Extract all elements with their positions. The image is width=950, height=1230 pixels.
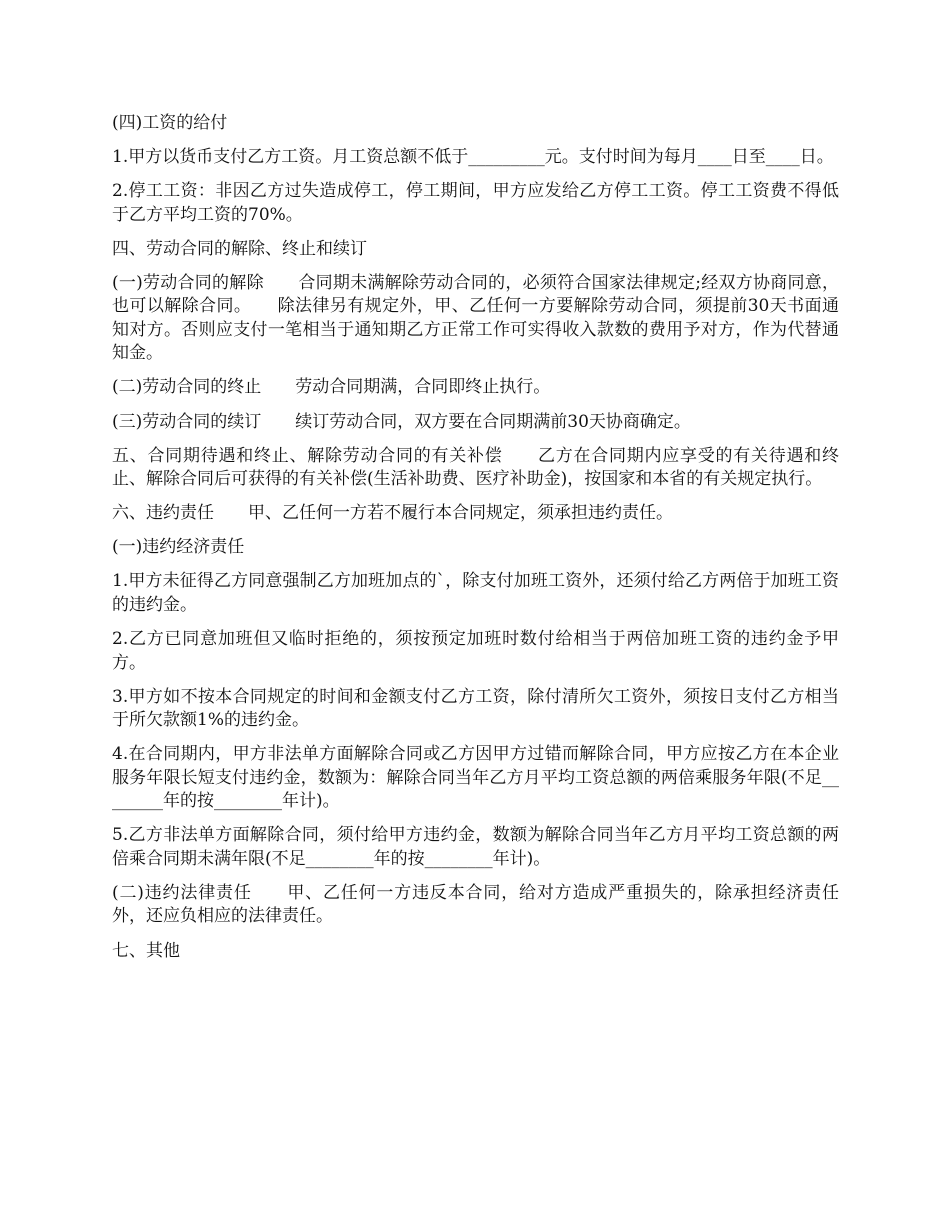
section-heading-liability: 六、违约责任 甲、乙任何一方若不履行本合同规定，须承担违约责任。	[112, 503, 673, 524]
section-heading-wage-payment: (四)工资的给付	[112, 113, 228, 133]
clause-wage-amount: 1.甲方以货币支付乙方工资。月工资总额不低于_________元。支付时间为每月____日至____日。	[112, 147, 834, 168]
clause-contract-termination: (二)劳动合同的终止 劳动合同期满，合同即终止执行。	[112, 377, 551, 398]
clause-stoppage-wage: 2.停工工资：非因乙方过失造成停工，停工期间，甲方应发给乙方停工工资。停工工资费不得低于乙方平均工资的70%。	[112, 181, 839, 225]
document-page	[112, 112, 839, 974]
subsection-heading-legal-liability: (二)违约法律责任 甲、乙任何一方违反本合同，给对方造成严重损失的，除承担经济责任外，还应负相应的法律责任。	[112, 882, 839, 927]
section-heading-compensation: 五、合同期待遇和终止、解除劳动合同的有关补偿 乙方在合同期内应享受的有关待遇和终止、解除合同后可获得的有关补偿(生活补助费、医疗补助金)，按国家和本省的有关规定执行。	[112, 445, 839, 490]
clause-overtime-refusal: 2.乙方已同意加班但又临时拒绝的，须按预定加班时数付给相当于两倍加班工资的违约金予甲方。	[112, 629, 839, 673]
clause-late-wage: 3.甲方如不按本合同规定的时间和金额支付乙方工资，除付清所欠工资外，须按日支付乙方相当于所欠款额1%的违约金。	[112, 686, 839, 731]
clause-employee-termination-penalty: 5.乙方非法单方面解除合同，须付给甲方违约金，数额为解除合同当年乙方月平均工资总额的两倍乘合同期未满年限(不足________年的按________年计)。	[112, 825, 839, 869]
clause-forced-overtime: 1.甲方未征得乙方同意强制乙方加班加点的`，除支付加班工资外，还须付给乙方两倍于加班工资的违约金。	[112, 571, 839, 615]
clause-contract-dissolution: (一)劳动合同的解除 合同期未满解除劳动合同的，必须符合国家法律规定;经双方协商同意，也可以解除合同。 除法律另有规定外，甲、乙任何一方要解除劳动合同，须提前30天书面通知对方。否则应支付一笔相当于通知期乙方正常工作可实得收入款数的费用予对方，作为代替通知金。	[112, 272, 839, 364]
clause-contract-renewal: (三)劳动合同的续订 续订劳动合同，双方要在合同期满前30天协商确定。	[112, 411, 691, 432]
section-heading-other: 七、其他	[112, 940, 180, 961]
subsection-heading-economic-liability: (一)违约经济责任	[112, 537, 245, 558]
section-heading-termination: 四、劳动合同的解除、终止和续订	[112, 238, 367, 259]
clause-employer-termination-penalty: 4.在合同期内，甲方非法单方面解除合同或乙方因甲方过错而解除合同，甲方应按乙方在本企业服务年限长短支付违约金，数额为：解除合同当年乙方月平均工资总额的两倍乘服务年限(不足________年的按________年计)。	[112, 744, 839, 812]
